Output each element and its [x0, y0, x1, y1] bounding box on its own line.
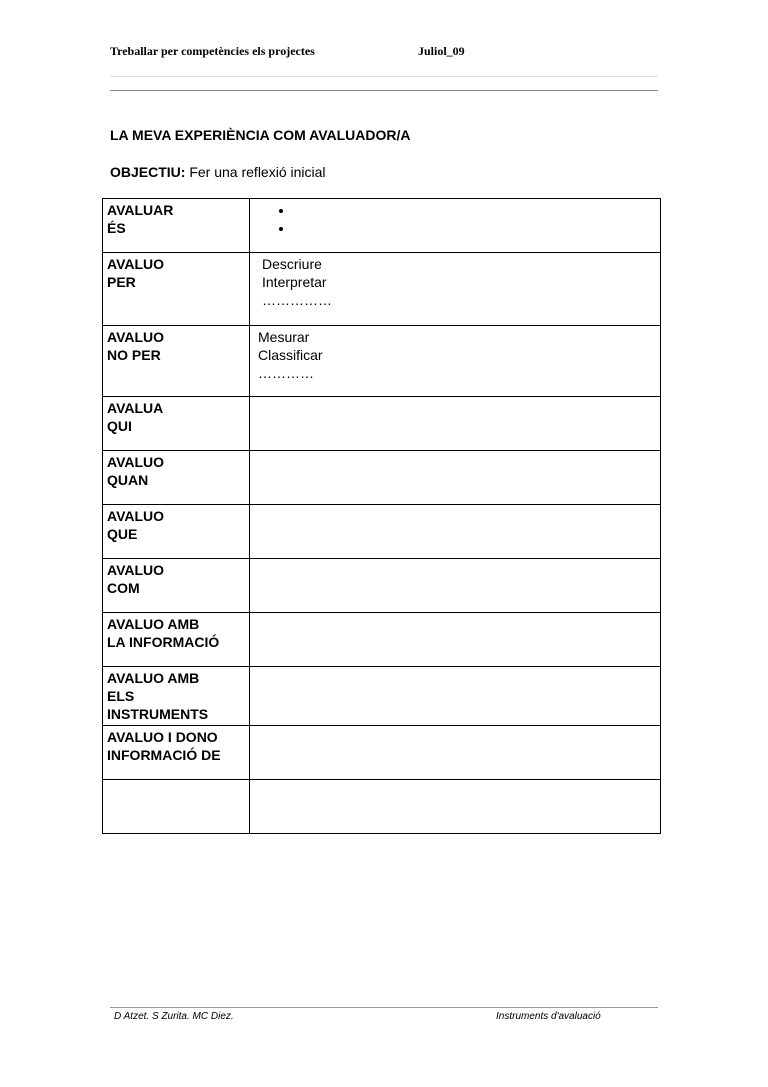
row-label — [103, 505, 250, 559]
row-content-line: Descriure — [262, 256, 322, 272]
page-title: LA MEVA EXPERIÈNCIA COM AVALUADOR/A — [110, 127, 411, 143]
row-label-line: INFORMACIÓ DE — [107, 747, 221, 763]
row-label-line: QUI — [107, 418, 132, 434]
header-divider — [110, 90, 658, 91]
row-label-line: ÉS — [107, 220, 126, 236]
row-content[interactable] — [250, 559, 661, 613]
row-content-line: …………… — [262, 292, 332, 308]
row-label — [103, 559, 250, 613]
objective — [110, 164, 326, 180]
row-label — [103, 326, 250, 397]
row-content[interactable] — [250, 505, 661, 559]
table-row — [103, 726, 661, 780]
row-label-line: COM — [107, 580, 140, 596]
row-label-line: INSTRUMENTS — [107, 706, 209, 722]
bullet-item — [294, 219, 656, 237]
row-label-line: NO PER — [107, 347, 161, 363]
row-label-line: LA INFORMACIÓ — [107, 634, 220, 650]
row-content[interactable] — [250, 451, 661, 505]
row-label — [103, 667, 250, 726]
row-label-line: AVALUO — [107, 256, 165, 272]
row-content[interactable] — [250, 726, 661, 780]
row-label-line: AVALUAR — [107, 202, 174, 218]
row-label-line: AVALUO — [107, 562, 165, 578]
row-content[interactable] — [250, 613, 661, 667]
table-row — [103, 780, 661, 834]
footer-section: Instruments d'avaluació — [496, 1011, 601, 1022]
row-content[interactable] — [250, 326, 661, 397]
row-content[interactable] — [250, 199, 661, 253]
footer-divider — [110, 1007, 658, 1008]
table-row — [103, 326, 661, 397]
row-label-line: AVALUA — [107, 400, 164, 416]
row-label — [103, 613, 250, 667]
header-divider — [110, 76, 658, 77]
table-row — [103, 199, 661, 253]
footer-authors: D Atzet. S Zurita. MC Diez. — [114, 1011, 234, 1022]
row-label — [103, 726, 250, 780]
table-row — [103, 397, 661, 451]
table-row — [103, 505, 661, 559]
row-label-line: AVALUO — [107, 454, 165, 470]
row-content-line: ………… — [258, 365, 314, 381]
table-row — [103, 451, 661, 505]
row-label-line: QUAN — [107, 472, 149, 488]
row-label-line: AVALUO AMB — [107, 670, 200, 686]
header-date: Juliol_09 — [418, 44, 465, 58]
evaluation-table — [102, 198, 661, 834]
row-content-line: Classificar — [258, 347, 323, 363]
row-label — [103, 780, 250, 834]
table-row — [103, 253, 661, 326]
row-label — [103, 199, 250, 253]
table-row — [103, 667, 661, 726]
table-row — [103, 559, 661, 613]
row-content[interactable] — [250, 780, 661, 834]
row-content[interactable] — [250, 397, 661, 451]
row-label-line: AVALUO — [107, 508, 165, 524]
row-label-line: AVALUO — [107, 329, 165, 345]
row-label-line: QUE — [107, 526, 138, 542]
row-content[interactable] — [250, 667, 661, 726]
objective-label: OBJECTIU: — [110, 164, 186, 180]
row-label — [103, 397, 250, 451]
objective-text: Fer una reflexió inicial — [189, 164, 326, 180]
row-label-line: AVALUO I DONO — [107, 729, 218, 745]
row-content-line: Mesurar — [258, 329, 310, 345]
bullet-item — [294, 201, 656, 219]
header-title: Treballar per competències els projectes — [110, 44, 315, 58]
row-label-line: PER — [107, 274, 136, 290]
row-content-line: Interpretar — [262, 274, 327, 290]
row-content[interactable] — [250, 253, 661, 326]
row-label — [103, 253, 250, 326]
row-label-line: AVALUO AMB — [107, 616, 200, 632]
table-row — [103, 613, 661, 667]
row-label — [103, 451, 250, 505]
row-label-line: ELS — [107, 688, 135, 704]
bullet-list — [258, 201, 656, 237]
